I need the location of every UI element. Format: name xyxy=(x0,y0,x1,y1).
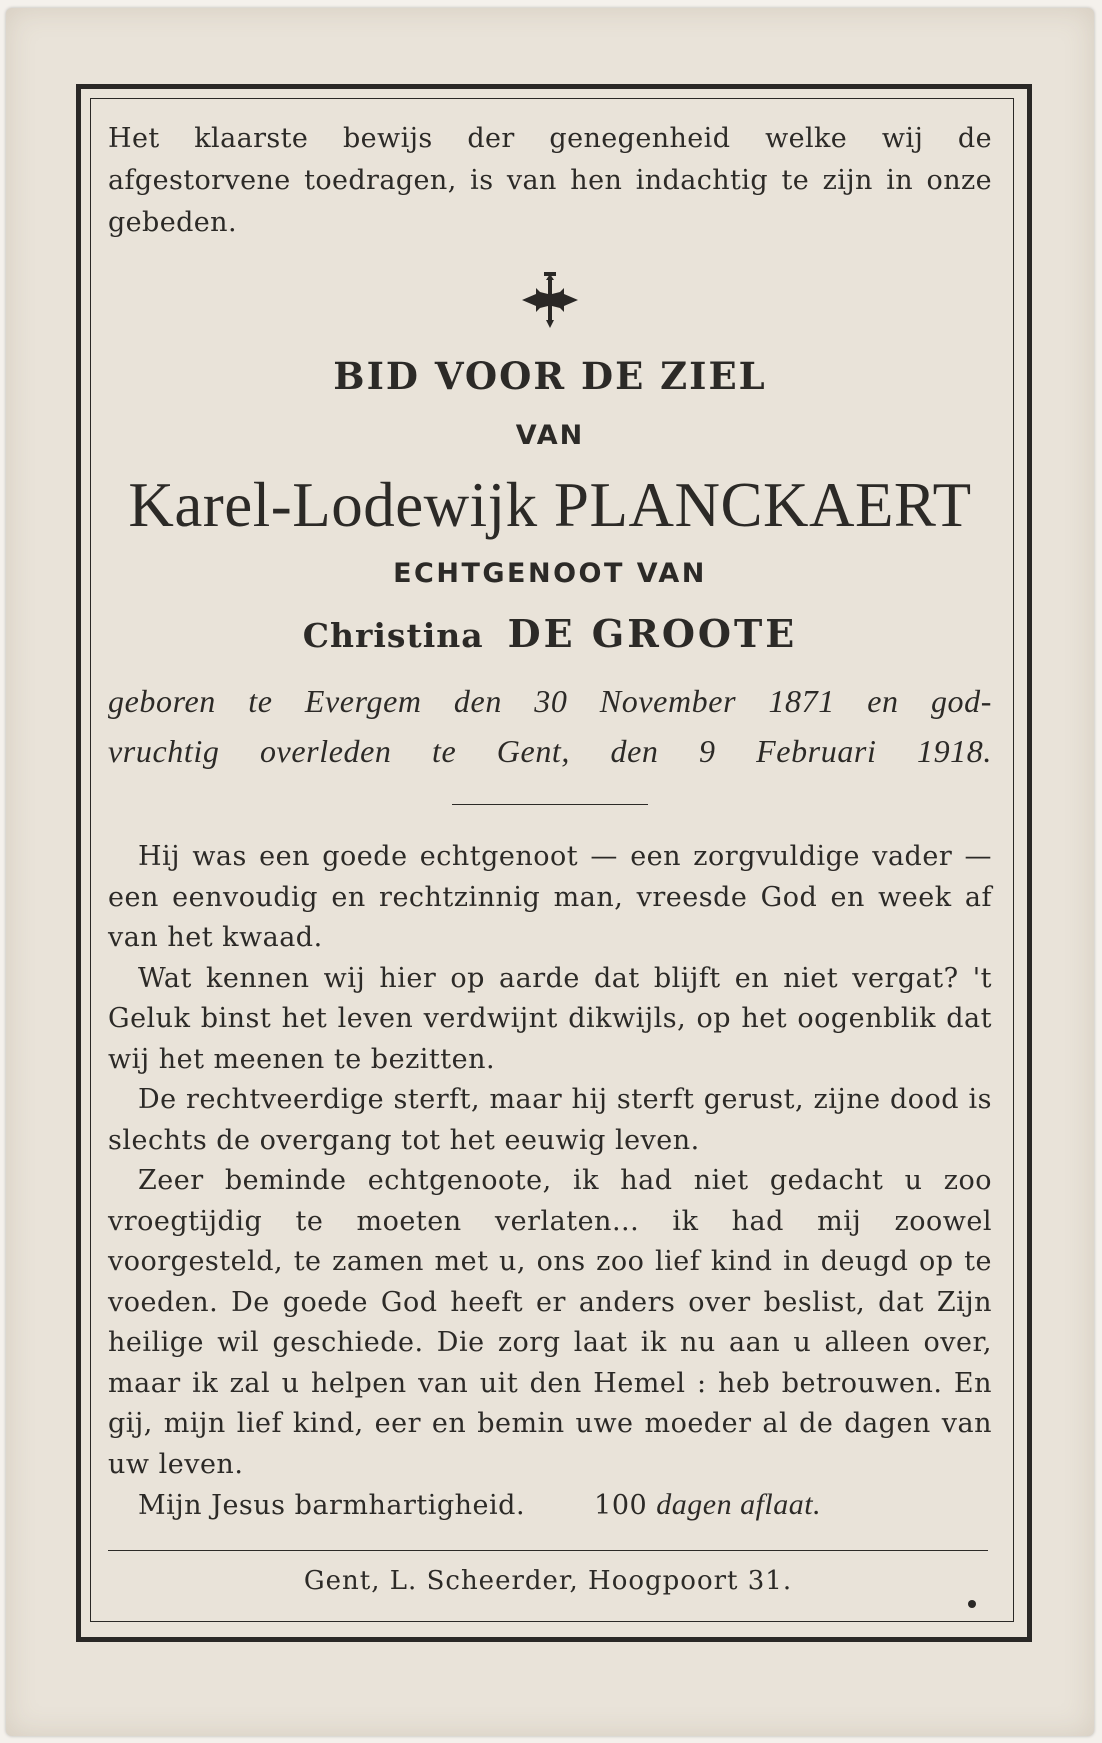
prayer-text: Mijn Jesus barmhartigheid. xyxy=(138,1490,526,1521)
van-label: VAN xyxy=(515,420,585,451)
spouse-name xyxy=(108,611,992,656)
paragraph: De rechtveerdige sterft, maar hij sterft gerust, zijne dood is slechts de overgang tot het eeuwig leven. xyxy=(108,1084,992,1156)
indulgence-number: 100 xyxy=(594,1490,648,1521)
spouse-last-name: DE GROOTE xyxy=(507,611,798,656)
paragraph: Zeer beminde echtgenoote, ik had niet gedacht u zoo vroegtijdig te moeten verlaten... ik had mij zoowel voorgesteld, te zamen met u, ons zoo lief kind in deugd op te voeden. De goede God heeft er anders over beslist, dat Zijn heilige wil geschiede. Die zorg laat ik nu aan u alleen over, maar ik zal u helpen van uit den Hemel : heb betrouwen. En gij, mijn lief kind, eer en bemin uwe moeder al de dagen van uw leven. xyxy=(108,1165,992,1480)
paragraph: Wat kennen wij hier op aarde dat blijft en niet vergat? 't Geluk binst het leven verdwijnt dikwijls, op het oogenblik dat wij het meenen te bezitten. xyxy=(108,962,992,1075)
deceased-name: Karel-Lodewijk PLANCKAERT xyxy=(128,470,972,540)
dates-line-1: geboren te Evergem den 30 November 1871 en god- xyxy=(108,683,992,719)
intro-text: Het klaarste bewijs der genegenheid welke wij de afgestorvene toedragen, is van hen indachtig te zijn in onze gebeden. xyxy=(108,123,992,238)
spouse-first-name: Christina xyxy=(302,616,484,655)
printer-line: Gent, L. Scheerder, Hoogpoort 31. xyxy=(303,1566,793,1596)
ink-dot xyxy=(968,1600,976,1608)
card-content xyxy=(108,118,992,1527)
prayer-line xyxy=(108,1485,992,1527)
dates-text xyxy=(108,676,992,776)
separator-line xyxy=(452,804,648,805)
paragraph: Hij was een goede echtgenoot — een zorgvuldige vader — een eenvoudig en rechtzinnig man, vreesde God en week af van het kwaad. xyxy=(108,841,992,953)
heading: BID VOOR DE ZIEL xyxy=(333,354,767,398)
footer-rule xyxy=(108,1550,988,1551)
dates-line-2: vruchtig overleden te Gent, den 9 Februari 1918. xyxy=(108,733,992,769)
body-text xyxy=(108,837,992,1527)
indulgence xyxy=(594,1490,821,1521)
indulgence-text: dagen aflaat. xyxy=(656,1488,822,1521)
spouse-label: ECHTGENOOT VAN xyxy=(393,558,707,589)
cross-icon xyxy=(520,270,580,330)
